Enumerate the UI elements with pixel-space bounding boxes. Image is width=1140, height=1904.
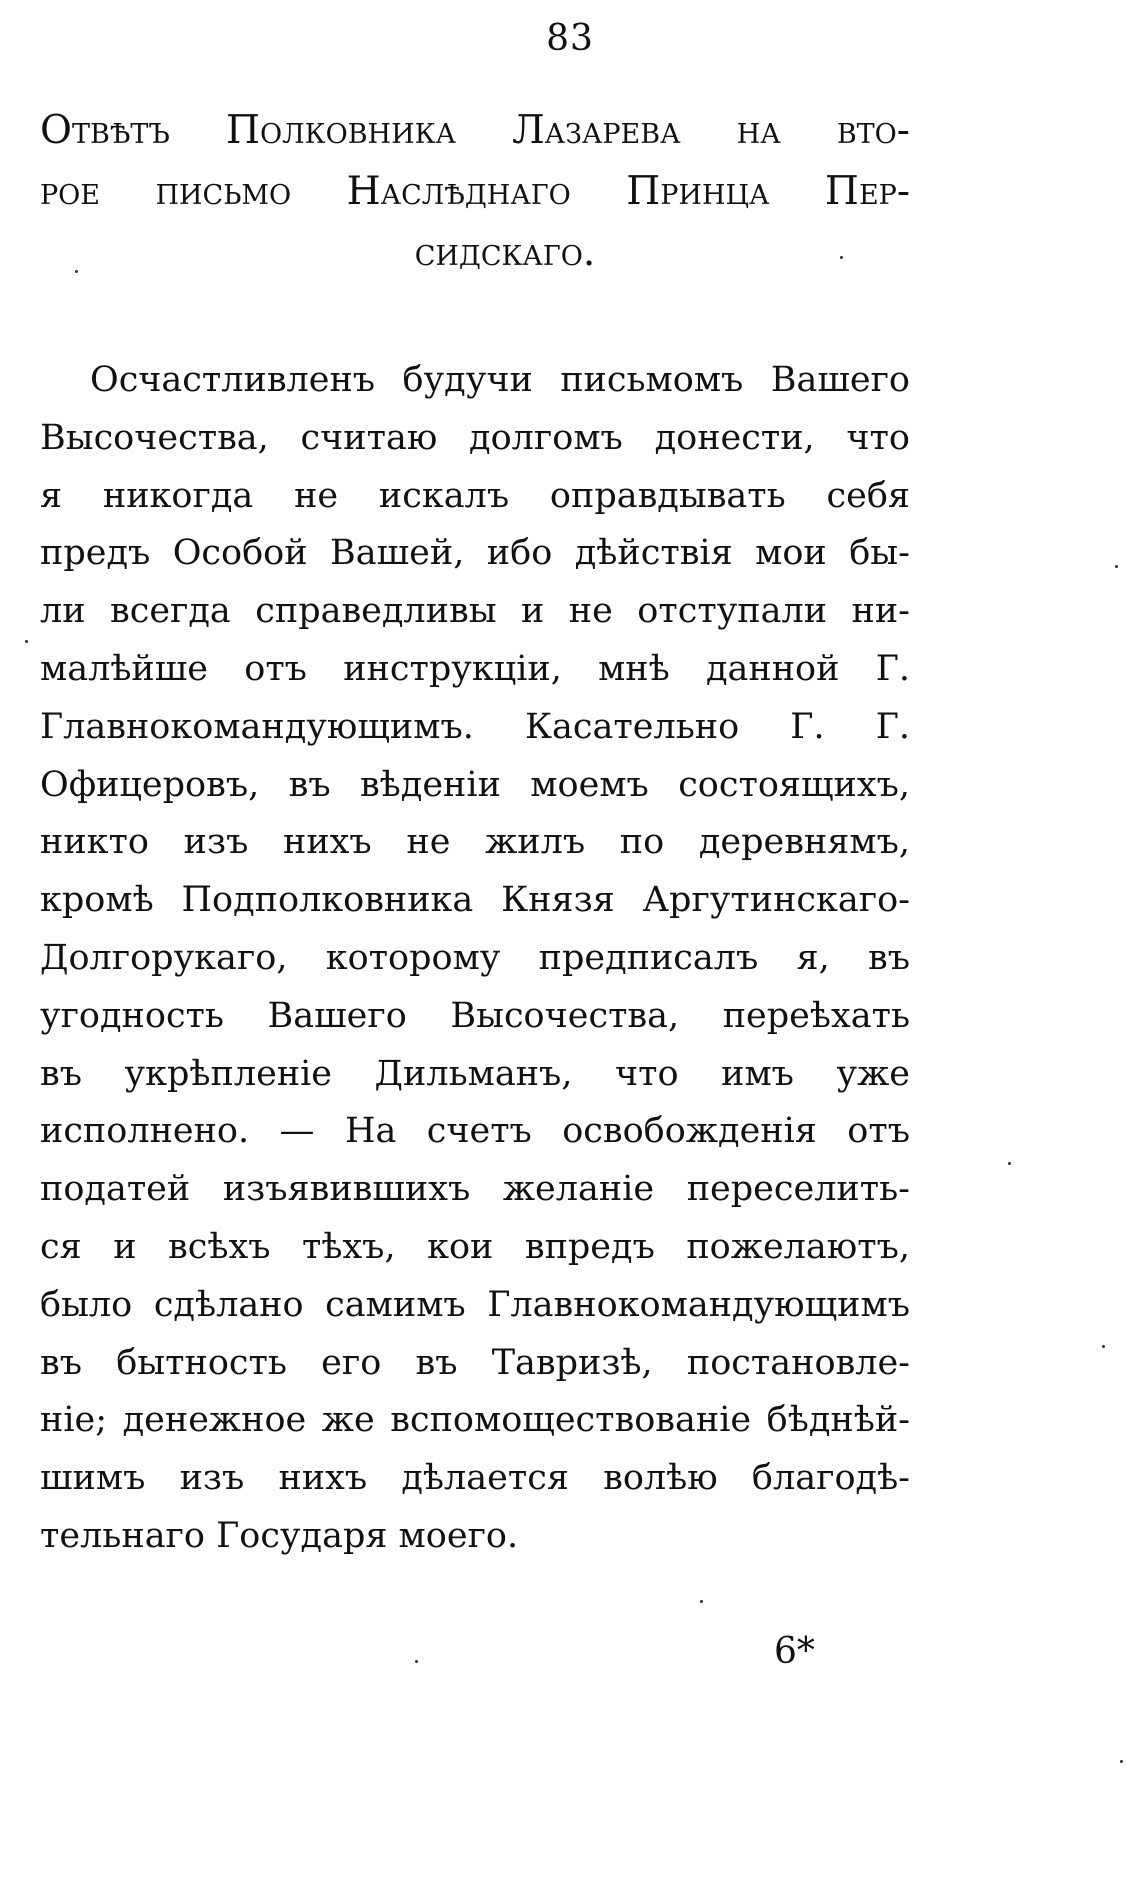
body-line: податей изъявившихъ желаніе переселить-	[40, 1169, 910, 1210]
scan-speck	[1102, 1345, 1105, 1348]
body-line: ніе; денежное же вспомоществованіе бѣднѣй-	[40, 1400, 910, 1441]
body-line: кромѣ Подполковника Князя Аргутинскаго-	[40, 880, 910, 921]
scan-speck	[415, 1660, 418, 1663]
body-line: Долгорукаго, которому предписалъ я, въ	[40, 937, 910, 978]
body-line: въ укрѣпленіе Дильманъ, что имъ уже	[40, 1053, 910, 1094]
page-number: 83	[546, 18, 594, 59]
body-line: ся и всѣхъ тѣхъ, кои впредъ пожелаютъ,	[40, 1226, 910, 1267]
scan-speck	[1115, 565, 1118, 568]
body-line: ли всегда справедливы и не отступали ни-	[40, 591, 910, 632]
body-line: я никогда не искалъ оправдывать себя	[40, 475, 910, 516]
scan-speck	[75, 270, 78, 273]
letter-body	[40, 352, 910, 1566]
body-line: Офицеровъ, въ вѣденіи моемъ состоящихъ,	[40, 764, 910, 805]
body-line: Высочества, считаю долгомъ донести, что	[40, 417, 910, 458]
heading-line: рое письмо Наслѣднаго Принца Пер-	[40, 169, 910, 214]
scan-speck	[1120, 1760, 1123, 1763]
heading-line: сидскаго.	[414, 230, 596, 275]
body-line: было сдѣлано самимъ Главнокомандующимъ	[40, 1284, 910, 1325]
body-line: Главнокомандующимъ. Касательно Г. Г.	[40, 706, 910, 747]
body-line: исполнено. — На счетъ освобожденія отъ	[40, 1111, 910, 1152]
body-line: тельнаго Государя моего.	[40, 1515, 519, 1556]
body-line: Осчастливленъ будучи письмомъ Вашего	[90, 360, 910, 400]
body-line: никто изъ нихъ не жилъ по деревнямъ,	[40, 822, 910, 863]
scan-speck	[700, 1600, 703, 1603]
body-line: малѣйше отъ инструкціи, мнѣ данной Г.	[40, 648, 910, 689]
body-line: шимъ изъ нихъ дѣлается волѣю благодѣ-	[40, 1458, 910, 1499]
body-line: угодность Вашего Высочества, переѣхать	[40, 995, 910, 1036]
body-line: въ бытность его въ Тавризѣ, постановле-	[40, 1342, 910, 1383]
section-heading	[40, 100, 910, 283]
scan-speck	[840, 256, 843, 259]
signature-mark: 6*	[774, 1631, 815, 1672]
scan-speck	[1008, 1162, 1011, 1165]
scan-speck	[25, 640, 28, 643]
heading-line: Отвѣтъ Полковника Лазарева на вто-	[40, 108, 910, 153]
body-line: предъ Особой Вашей, ибо дѣйствія мои бы-	[40, 533, 910, 574]
